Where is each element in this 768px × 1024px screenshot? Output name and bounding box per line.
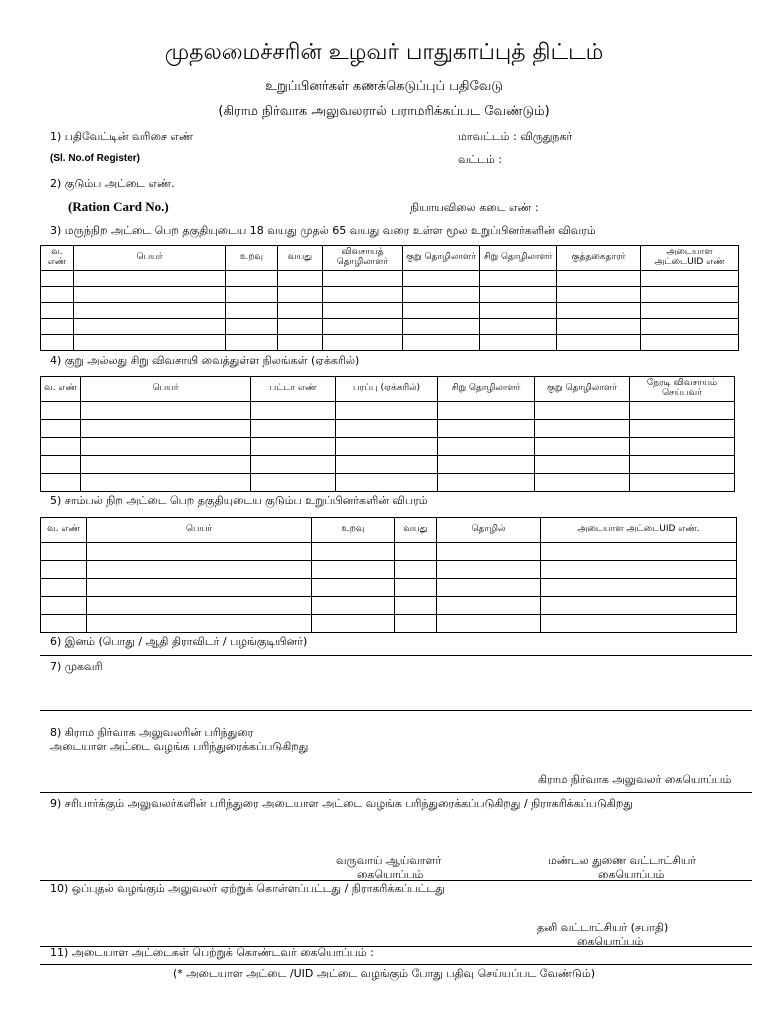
col-relation: உறவு	[226, 246, 278, 271]
col-patta-no: பட்டா எண்	[251, 377, 336, 402]
ration-card-label-en: (Ration Card No.)	[68, 199, 169, 214]
family-header-row	[41, 518, 737, 543]
col-age: வயது	[395, 518, 437, 543]
land-table	[40, 376, 735, 492]
col-marginal: குறு தொழிலாளர்	[403, 246, 480, 271]
divider	[40, 710, 752, 711]
vao-signature: கிராம நிர்வாக அலுவலர் கையொப்பம்	[538, 773, 732, 786]
col-serial: வ. எண்	[41, 518, 87, 543]
section4-heading: 4) குறு அல்லது சிறு விவசாயி வைத்துள்ள நிலங்கள் (ஏக்கரில்)	[50, 354, 360, 367]
col-name: பெயர்	[74, 246, 226, 271]
members-header-row	[41, 246, 739, 271]
table-row	[41, 271, 739, 287]
deputy-tahsildar-signature: கையொப்பம்	[598, 868, 665, 881]
col-small: சிறு தொழிலாளர்	[438, 377, 535, 402]
section11-text: 11) அடையாள அட்டைகள் பெற்றுக் கொண்டவர் கையொப்பம் :	[50, 946, 374, 959]
table-row	[41, 287, 739, 303]
col-tenant: குத்தகைதாரர்	[557, 246, 641, 271]
section8-line1: 8) கிராம நிர்வாக அலுவலரின் பரிந்துரை	[50, 726, 254, 739]
col-uid: அடையாள அட்டைUID எண்.	[541, 518, 737, 543]
col-agri-labourer: விவசாயத் தொழிலாளர்	[323, 246, 403, 271]
district-label: மாவட்டம் :	[458, 130, 521, 143]
col-uid: அடையாள அட்டைUID எண்	[641, 246, 739, 271]
table-row	[41, 319, 739, 335]
revenue-inspector-title: வருவாய் ஆய்வாளர்	[336, 854, 442, 867]
family-card-label: 2) குடும்ப அட்டை எண்.	[50, 177, 175, 190]
table-row	[41, 474, 735, 492]
register-no-label-en: (Sl. No.of Register)	[50, 153, 141, 164]
table-row	[41, 420, 735, 438]
special-tahsildar-title: தனி வட்டாட்சியர் (சபாதி)	[537, 921, 669, 934]
col-age: வயது	[278, 246, 323, 271]
district-field	[458, 130, 572, 145]
table-row	[41, 303, 739, 319]
divider	[40, 964, 752, 965]
section3-heading: 3) மருந்நிற அட்டை பெற தகுதியுடைய 18 வயது முதல் 65 வயது வரை உள்ள மூல உறுப்பினர்களின் விவரம்	[50, 224, 596, 237]
section8-line2: அடையாள அட்டை வழங்க பரிந்துரைக்கப்படுகிறது	[50, 740, 309, 753]
deputy-tahsildar-title: மண்டல துணை வட்டாட்சியர்	[548, 854, 697, 867]
members-table	[40, 245, 739, 351]
special-tahsildar-signature: கையொப்பம்	[577, 935, 644, 948]
col-small: சிறு தொழிலாளர்	[480, 246, 557, 271]
col-name: பெயர்	[81, 377, 251, 402]
table-row	[41, 615, 737, 633]
table-row	[41, 597, 737, 615]
land-header-row	[41, 377, 735, 402]
divider	[40, 655, 752, 656]
form-title: முதலமைச்சரின் உழவர் பாதுகாப்புத் திட்டம்	[164, 40, 604, 65]
col-marginal: குறு தொழிலாளர்	[535, 377, 630, 402]
revenue-inspector-signature: கையொப்பம்	[357, 868, 424, 881]
col-occupation: தொழில்	[437, 518, 541, 543]
section9-text: 9) சரிபார்க்கும் அலுவலர்களின் பரிந்துரை அடையாள அட்டை வழங்க பரிந்துரைக்கப்படுகிறது / நிராகரிக்கப்படுகிறது	[50, 797, 633, 810]
col-area: பரப்பு (ஏக்கரில்)	[336, 377, 438, 402]
col-direct-farmer: நேரடி விவசாயம் செய்பவர்	[630, 377, 735, 402]
table-row	[41, 456, 735, 474]
form-subtitle: உறுப்பினர்கள் கணக்கெடுப்புப் பதிவேடு	[265, 79, 503, 94]
col-name: பெயர்	[87, 518, 312, 543]
divider	[40, 792, 752, 793]
table-row	[41, 561, 737, 579]
ration-shop-label: நியாயவிலை கடை எண் :	[410, 201, 539, 214]
taluk-label: வட்டம் :	[458, 153, 503, 166]
col-relation: உறவு	[312, 518, 395, 543]
section6-community: 6) இனம் (பொது / ஆதி திராவிடர் / பழங்குடியினர்)	[50, 635, 308, 648]
district-value: விருதுநகர்	[520, 130, 573, 143]
table-row	[41, 402, 735, 420]
col-serial: வ. எண்	[41, 377, 81, 402]
table-row	[41, 579, 737, 597]
divider	[40, 880, 752, 881]
register-no-label: 1) பதிவேட்டின் வரிசை எண்	[50, 130, 194, 143]
footer-note: (* அடையாள அட்டை /UID அட்டை வழங்கும் போது பதிவு செய்யப்பட வேண்டும்)	[172, 967, 596, 980]
table-row	[41, 438, 735, 456]
form-note: (கிராம நிர்வாக அலுவலரால் பராமரிக்கப்பட வேண்டும்)	[218, 104, 550, 119]
col-serial: வ. எண்	[41, 246, 74, 271]
family-table	[40, 517, 737, 633]
table-row	[41, 335, 739, 351]
section10-text: 10) ஒப்புதல் வழங்கும் அலுவலர் ஏற்றுக் கொள்ளப்பட்டது / நிராகரிக்கப்பட்டது	[50, 882, 445, 895]
section7-address: 7) முகவரி	[50, 660, 103, 673]
section5-heading: 5) சாம்பல் நிற அட்டை பெற தகுதியுடைய குடும்ப உறுப்பினர்களின் விபரம்	[50, 494, 428, 507]
table-row	[41, 543, 737, 561]
